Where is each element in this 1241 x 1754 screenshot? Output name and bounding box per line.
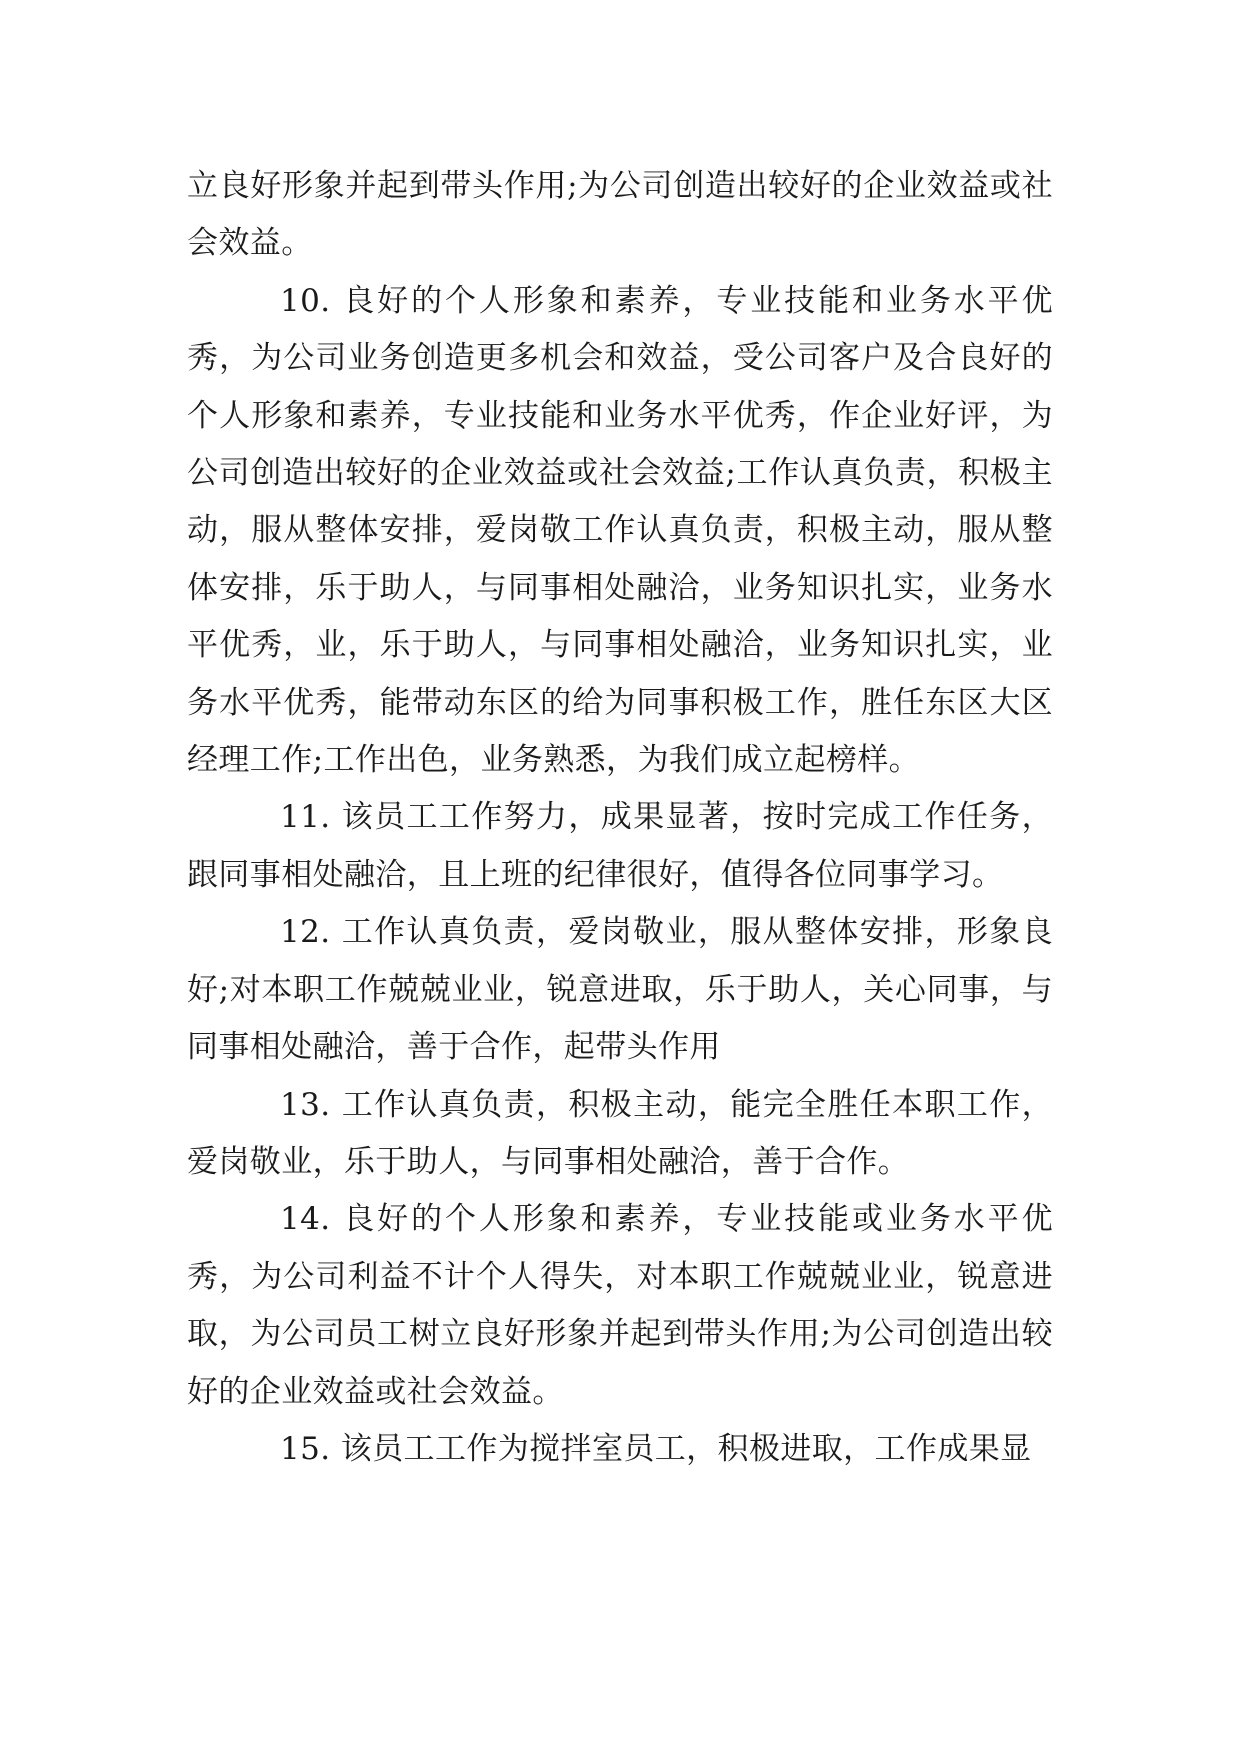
paragraph-item-10: 10. 良好的个人形象和素养，专业技能和业务水平优秀，为公司业务创造更多机会和效益，受公司客户及合良好的个人形象和素养，专业技能和业务水平优秀，作企业好评，为公司创造出较好的企业效益或社会效益;工作认真负责，积极主动，服从整体安排，爱岗敬工作认真负责，积极主动，服从整体安排，乐于助人，与同事相处融洽，业务知识扎实，业务水平优秀，业，乐于助人，与同事相处融洽，业务知识扎实，业务水平优秀，能带动东区的给为同事积极工作，胜任东区大区经理工作;工作出色，业务熟悉，为我们成立起榜样。 <box>187 282 1053 779</box>
paragraph-item-15: 15. 该员工工作为搅拌室员工，积极进取，工作成果显 <box>280 1430 1032 1467</box>
document-body <box>187 158 1053 1478</box>
paragraph-continuation: 立良好形象并起到带头作用;为公司创造出较好的企业效益或社会效益。 <box>187 168 1053 262</box>
paragraph-item-11: 11. 该员工工作努力，成果显著，按时完成工作任务，跟同事相处融洽，且上班的纪律很好，值得各位同事学习。 <box>187 799 1053 893</box>
paragraph-item-12: 12. 工作认真负责，爱岗敬业，服从整体安排，形象良好;对本职工作兢兢业业，锐意进取，乐于助人，关心同事，与同事相处融洽，善于合作，起带头作用 <box>187 914 1053 1066</box>
paragraph-item-13: 13. 工作认真负责，积极主动，能完全胜任本职工作，爱岗敬业，乐于助人，与同事相处融洽，善于合作。 <box>187 1086 1053 1180</box>
paragraph-item-14: 14. 良好的个人形象和素养，专业技能或业务水平优秀，为公司利益不计个人得失，对本职工作兢兢业业，锐意进取，为公司员工树立良好形象并起到带头作用;为公司创造出较好的企业效益或社会效益。 <box>187 1201 1053 1410</box>
